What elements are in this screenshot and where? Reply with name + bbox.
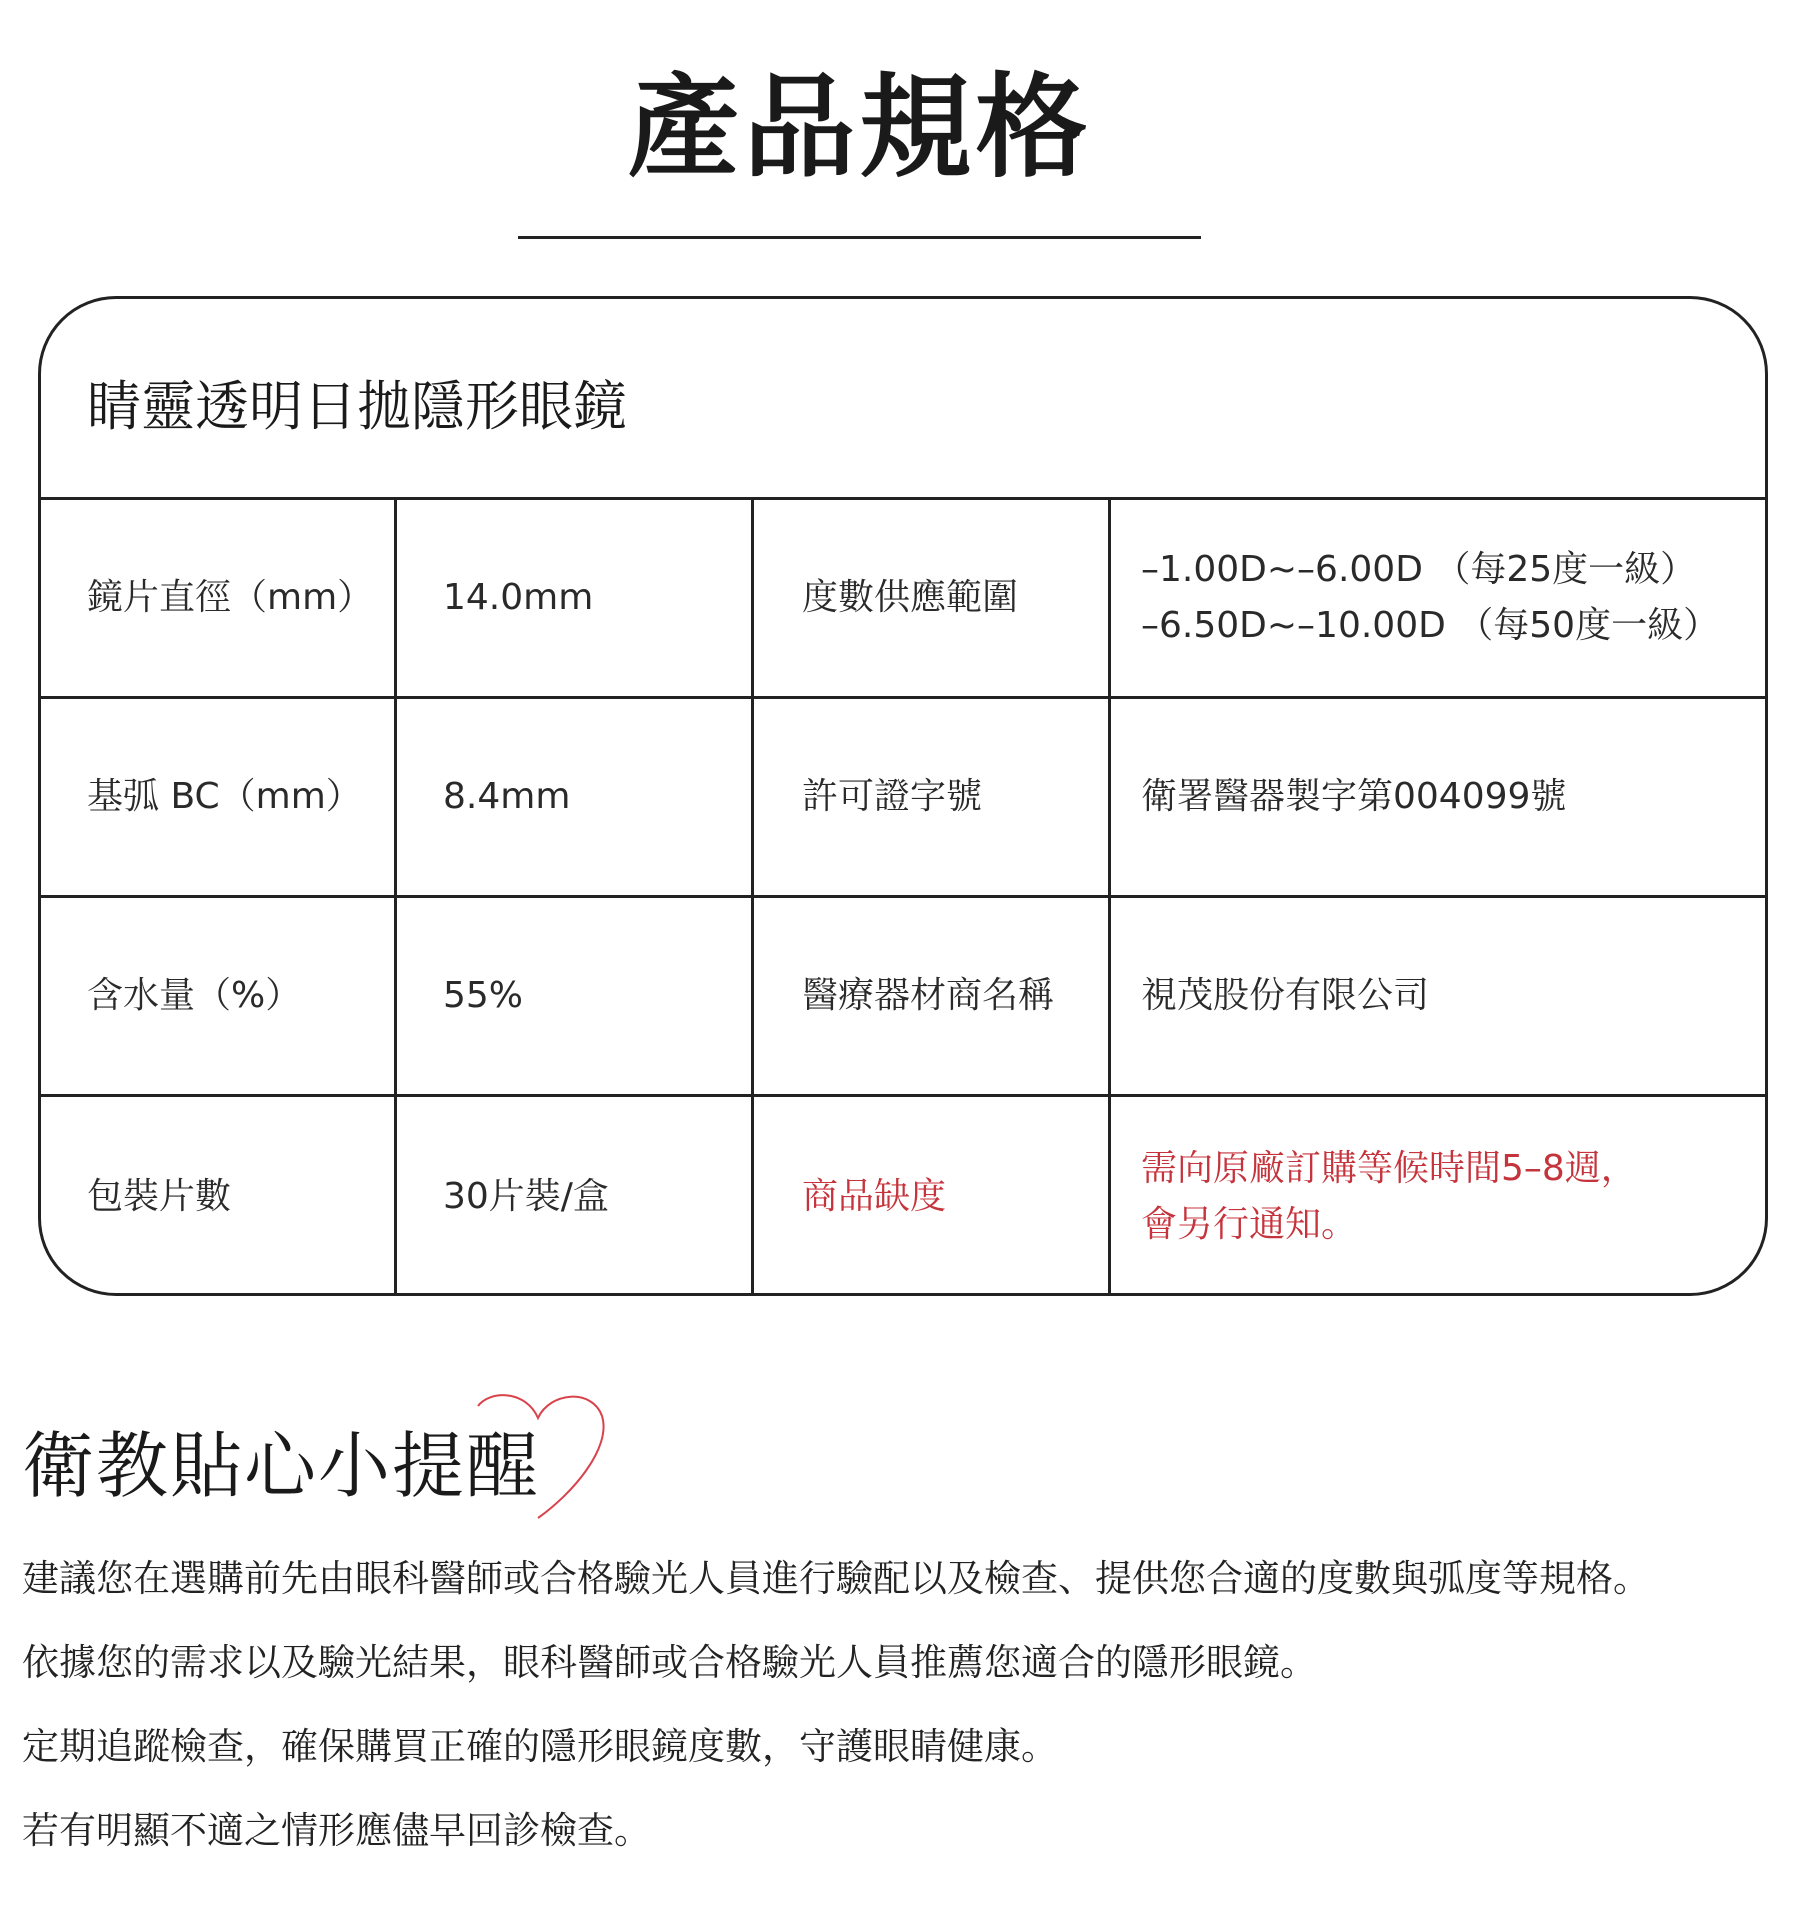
spec-value: 14.0mm (397, 500, 754, 696)
spec-value-line: 會另行通知。 (1141, 1203, 1358, 1245)
spec-value-line: –6.50D~–10.00D （每50度一級） (1141, 605, 1720, 646)
spec-label: 含水量（%） (41, 898, 397, 1094)
tip-line: 建議您在選購前先由眼科醫師或合格驗光人員進行驗配以及檢查、提供您合適的度數與弧度等規格。 (22, 1557, 1650, 1600)
spec-value-out-of-stock (1111, 1097, 1768, 1296)
spec-label: 度數供應範圍 (754, 500, 1111, 696)
spec-value-line: 需向原廠訂購等候時間5–8週， (1141, 1147, 1637, 1189)
spec-row-diameter (41, 500, 1765, 699)
spec-value (1111, 699, 1768, 895)
spec-row-base-curve (41, 699, 1765, 898)
spec-value (1111, 500, 1768, 696)
spec-value (1111, 898, 1768, 1094)
heart-outline-icon (460, 1386, 620, 1526)
tip-line: 依據您的需求以及驗光結果，眼科醫師或合格驗光人員推薦您適合的隱形眼鏡。 (22, 1641, 1317, 1684)
spec-value-line: 衛署醫器製字第004099號 (1141, 776, 1567, 817)
tip-line: 定期追蹤檢查，確保購買正確的隱形眼鏡度數，守護眼睛健康。 (22, 1725, 1058, 1768)
spec-label: 包裝片數 (41, 1097, 397, 1296)
spec-value-line: –1.00D~–6.00D （每25度一級） (1141, 549, 1697, 590)
spec-row-water-content (41, 898, 1765, 1097)
product-name: 睛靈透明日拋隱形眼鏡 (41, 299, 1765, 500)
spec-row-package (41, 1097, 1765, 1296)
spec-label: 基弧 BC（mm） (41, 699, 397, 895)
tips-title: 衛教貼心小提醒 (22, 1424, 541, 1508)
spec-label: 鏡片直徑（mm） (41, 500, 397, 696)
spec-label: 許可證字號 (754, 699, 1111, 895)
spec-value: 8.4mm (397, 699, 754, 895)
title-underline (518, 236, 1201, 239)
spec-card (38, 296, 1768, 1296)
page-title: 產品規格 (627, 63, 1092, 193)
spec-value-line: 視茂股份有限公司 (1141, 975, 1430, 1016)
spec-value: 30片裝/盒 (397, 1097, 754, 1296)
spec-label-out-of-stock: 商品缺度 (754, 1097, 1111, 1296)
tip-line: 若有明顯不適之情形應儘早回診檢查。 (22, 1809, 651, 1852)
spec-value: 55% (397, 898, 754, 1094)
spec-label: 醫療器材商名稱 (754, 898, 1111, 1094)
